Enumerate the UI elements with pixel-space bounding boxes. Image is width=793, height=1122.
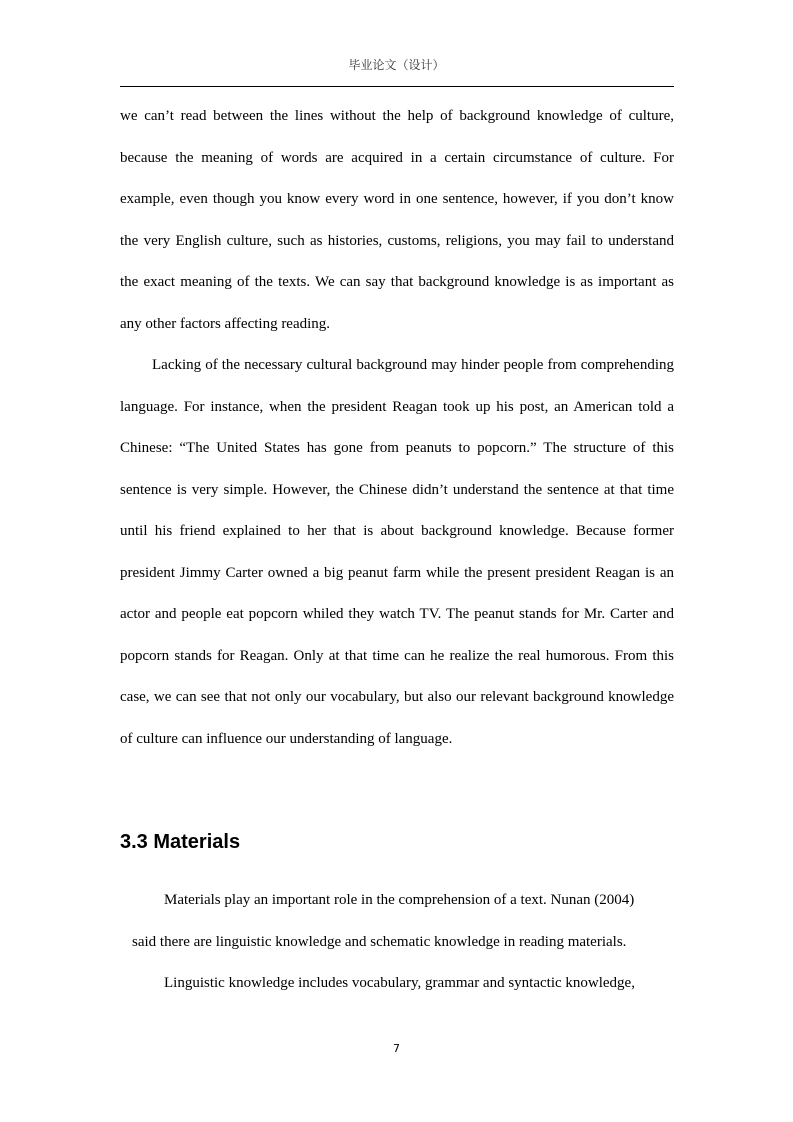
paragraph-text: Lacking of the necessary cultural background may hinder people from comprehending language. For instance, when the president Reagan took up his post, an American told a Chinese: “The United States has gone from peanuts to popcorn.” The structure of this sentence is very simple. However, the Chinese didn’t understand the sentence at that time until his friend explained to her that is about background knowledge. Because former president Jimmy Carter owned a big peanut farm while the present president Reagan is an actor and people eat popcorn whiled they watch TV. The peanut stands for Mr. Carter and popcorn stands for Reagan. Only at that time can he realize the real humorous. From this case, we can see that not only our vocabulary, but also our relevant background knowledge of culture can influence our understanding of language. — [120, 357, 674, 747]
paragraph-text: Linguistic knowledge includes vocabulary, grammar and syntactic knowledge, — [164, 975, 635, 991]
section-paragraph-2 — [120, 963, 674, 1005]
paragraph-text: we can’t read between the lines without the help of background knowledge of culture, because the meaning of words are acquired in a certain circumstance of culture. For example, even though you know every word in one sentence, however, if you don’t know the very English culture, such as histories, customs, religions, you may fail to understand the exact meaning of the texts. We can say that background knowledge is as important as any other factors affecting reading. — [120, 108, 674, 332]
paragraph-line: Materials play an important role in the comprehension of a text. Nunan (2004) — [164, 892, 635, 908]
section-paragraph-1 — [120, 880, 674, 963]
body-paragraph-1 — [120, 96, 674, 345]
page-number: 7 — [393, 1042, 400, 1055]
body-paragraph-2 — [120, 345, 674, 760]
paragraph-line: said there are linguistic knowledge and schematic knowledge in reading materials. — [132, 933, 627, 950]
header-rule — [120, 86, 674, 87]
section-heading: 3.3 Materials — [120, 831, 241, 853]
page-header: 毕业论文（设计） — [348, 58, 445, 72]
